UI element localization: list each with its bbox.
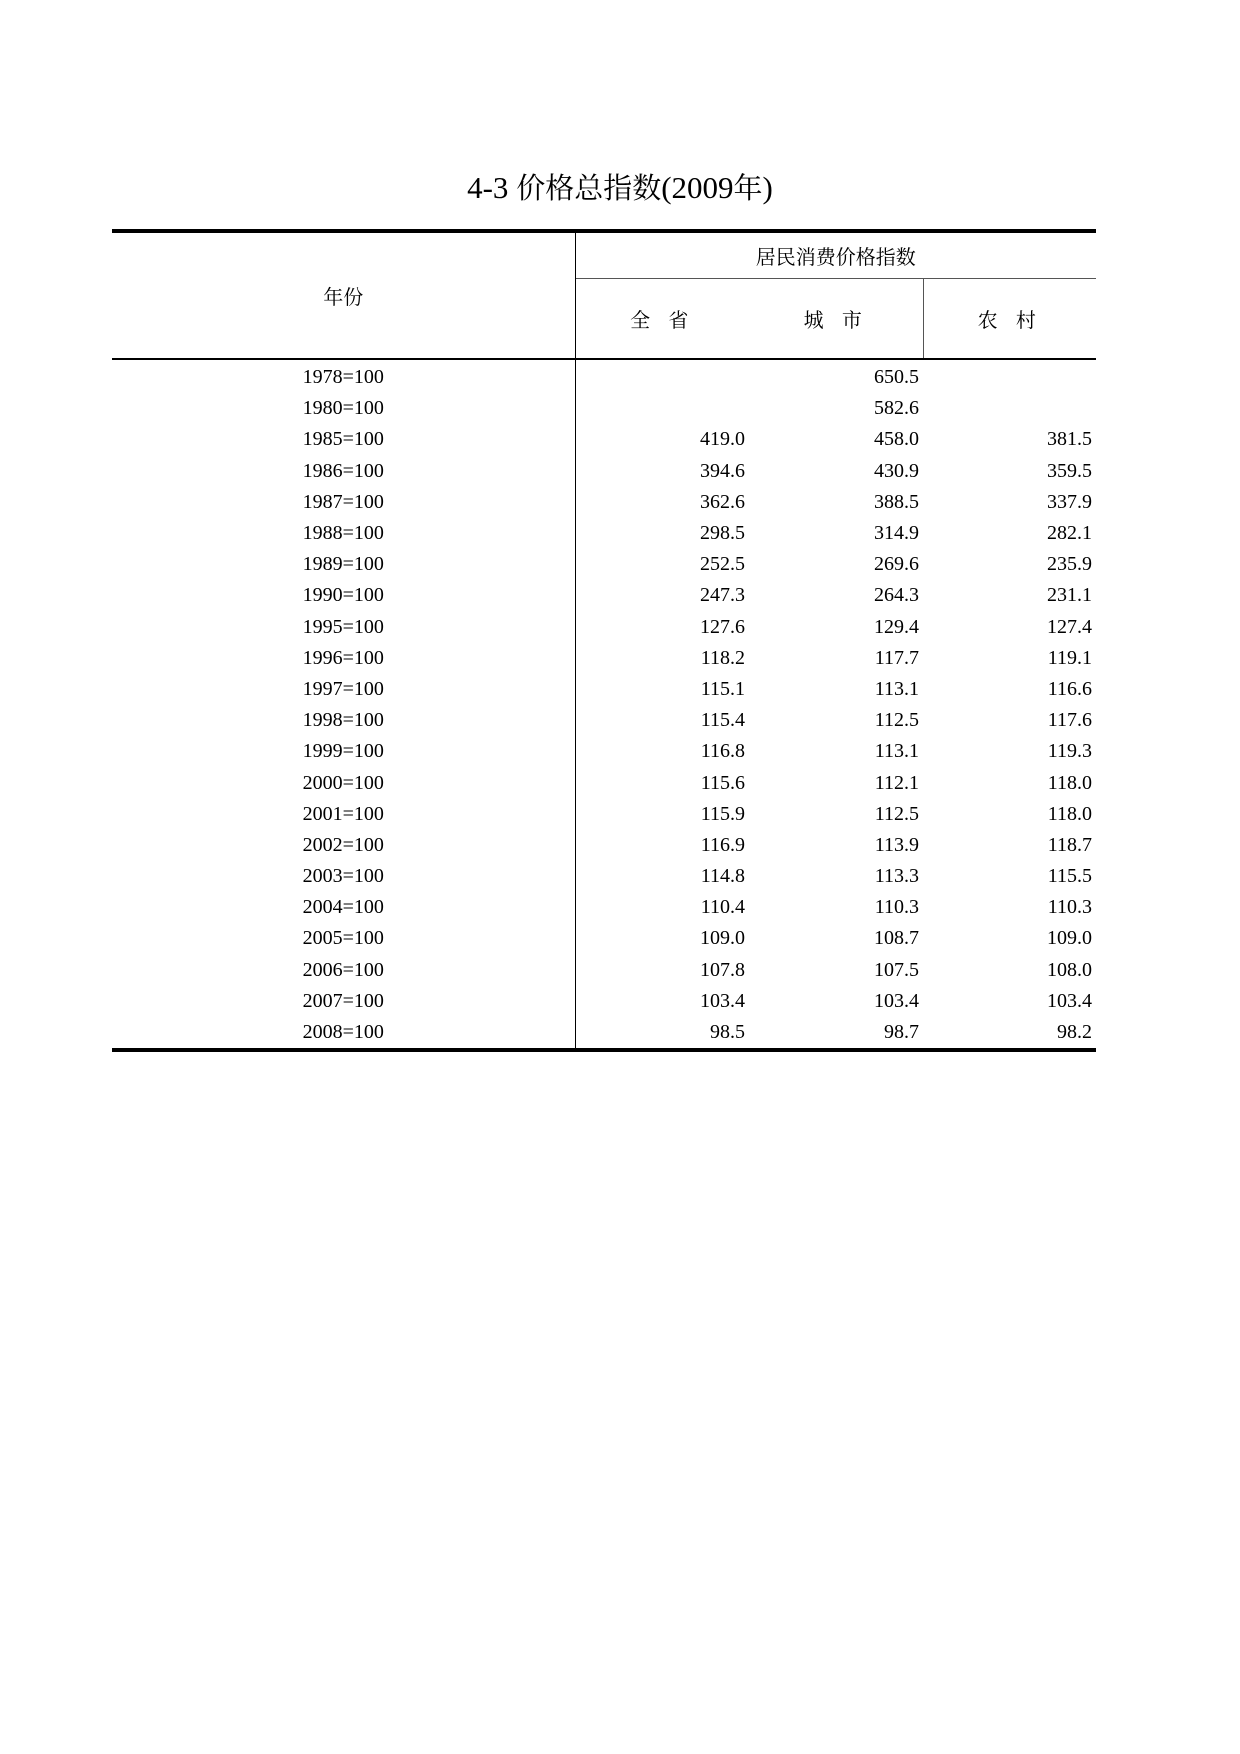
city-cell: 110.3 — [874, 896, 919, 919]
title-year: (2009 — [661, 170, 734, 205]
city-cell: 98.7 — [749, 1017, 923, 1050]
year-cell: 2001=100 — [112, 799, 575, 830]
year-cell: 1978=100 — [112, 359, 575, 393]
province-cell: 298.5 — [700, 522, 745, 545]
rural-cell: 109.0 — [1047, 927, 1092, 950]
rural-cell: 359.5 — [1047, 459, 1092, 482]
province-cell: 115.4 — [700, 709, 745, 732]
province-cell: 110.4 — [700, 896, 745, 919]
table-row — [112, 612, 1096, 643]
city-column-header: 城 市 — [749, 278, 923, 359]
rural-cell: 118.0 — [1047, 802, 1092, 825]
rural-cell: 235.9 — [1047, 553, 1092, 576]
city-cell: 113.3 — [874, 865, 919, 888]
city-cell: 388.5 — [874, 490, 919, 513]
title-year-cjk: 年 — [733, 171, 763, 205]
rural-cell: 127.4 — [1047, 615, 1092, 638]
year-cell: 1985=100 — [112, 424, 575, 455]
city-cell: 582.6 — [874, 397, 919, 420]
table-row — [112, 705, 1096, 736]
table-row — [112, 518, 1096, 549]
year-cell: 2002=100 — [112, 830, 575, 861]
province-cell: 118.2 — [700, 646, 745, 669]
year-cell: 2008=100 — [112, 1017, 575, 1050]
title-close: ) — [762, 170, 773, 205]
province-cell: 107.8 — [700, 958, 745, 981]
year-cell: 1995=100 — [112, 612, 575, 643]
province-cell: 116.8 — [700, 740, 745, 763]
year-cell: 1997=100 — [112, 674, 575, 705]
rural-cell: 103.4 — [1047, 989, 1092, 1012]
year-cell: 2000=100 — [112, 767, 575, 798]
rural-cell: 337.9 — [1047, 490, 1092, 513]
year-cell: 1999=100 — [112, 736, 575, 767]
city-cell: 117.7 — [874, 646, 919, 669]
table-row — [112, 674, 1096, 705]
province-cell: 115.6 — [700, 771, 745, 794]
table-row — [112, 861, 1096, 892]
table-row — [112, 767, 1096, 798]
table-row — [112, 393, 1096, 424]
city-cell: 113.1 — [874, 677, 919, 700]
year-column-header: 年份 — [112, 231, 575, 359]
table-row — [112, 830, 1096, 861]
rural-cell — [923, 393, 1096, 424]
province-cell: 115.9 — [700, 802, 745, 825]
table-body — [112, 359, 1096, 1050]
rural-cell: 98.2 — [923, 1017, 1096, 1050]
table-row — [112, 923, 1096, 954]
province-cell: 394.6 — [700, 459, 745, 482]
rural-column-header: 农 村 — [923, 278, 1096, 359]
city-cell: 129.4 — [874, 615, 919, 638]
table-row — [112, 643, 1096, 674]
year-cell: 1986=100 — [112, 456, 575, 487]
year-cell: 2006=100 — [112, 955, 575, 986]
year-cell: 1998=100 — [112, 705, 575, 736]
city-cell: 113.9 — [874, 833, 919, 856]
province-cell: 114.8 — [700, 865, 745, 888]
table-row — [112, 1017, 1096, 1050]
rural-cell: 108.0 — [1047, 958, 1092, 981]
rural-cell: 282.1 — [1047, 522, 1092, 545]
page-title — [0, 168, 1240, 208]
city-cell: 112.5 — [874, 802, 919, 825]
year-cell: 1980=100 — [112, 393, 575, 424]
title-prefix: 4-3 — [467, 170, 517, 205]
rural-cell: 231.1 — [1047, 584, 1092, 607]
province-cell: 252.5 — [700, 553, 745, 576]
province-cell: 109.0 — [700, 927, 745, 950]
year-cell: 1989=100 — [112, 549, 575, 580]
table-row — [112, 456, 1096, 487]
city-cell: 107.5 — [874, 958, 919, 981]
city-cell: 113.1 — [874, 740, 919, 763]
year-cell: 1996=100 — [112, 643, 575, 674]
rural-cell: 118.7 — [1047, 833, 1092, 856]
table-row — [112, 736, 1096, 767]
rural-cell: 119.1 — [1047, 646, 1092, 669]
table-row — [112, 549, 1096, 580]
city-cell: 430.9 — [874, 459, 919, 482]
rural-cell: 110.3 — [1047, 896, 1092, 919]
rural-cell: 118.0 — [1047, 771, 1092, 794]
year-cell: 2003=100 — [112, 861, 575, 892]
table-row — [112, 359, 1096, 393]
province-cell: 362.6 — [700, 490, 745, 513]
province-cell: 116.9 — [700, 833, 745, 856]
province-cell: 98.5 — [575, 1017, 749, 1050]
rural-cell — [923, 359, 1096, 393]
price-index-table — [112, 229, 1096, 1052]
city-cell: 314.9 — [874, 522, 919, 545]
cpi-group-header: 居民消费价格指数 — [575, 231, 1096, 278]
province-cell: 115.1 — [700, 677, 745, 700]
year-cell: 2007=100 — [112, 986, 575, 1017]
year-cell: 2004=100 — [112, 892, 575, 923]
rural-cell: 115.5 — [1047, 865, 1092, 888]
rural-cell: 119.3 — [1047, 740, 1092, 763]
province-cell — [575, 359, 749, 393]
city-cell: 112.1 — [874, 771, 919, 794]
year-cell: 2005=100 — [112, 923, 575, 954]
city-cell: 458.0 — [874, 428, 919, 451]
province-cell: 127.6 — [700, 615, 745, 638]
table-row — [112, 424, 1096, 455]
city-cell: 108.7 — [874, 927, 919, 950]
table-row — [112, 487, 1096, 518]
table-row — [112, 580, 1096, 611]
year-cell: 1987=100 — [112, 487, 575, 518]
table-row — [112, 799, 1096, 830]
province-cell: 103.4 — [700, 989, 745, 1012]
city-cell: 264.3 — [874, 584, 919, 607]
rural-cell: 381.5 — [1047, 428, 1092, 451]
province-cell — [575, 393, 749, 424]
city-cell: 269.6 — [874, 553, 919, 576]
city-cell: 112.5 — [874, 709, 919, 732]
province-cell: 247.3 — [700, 584, 745, 607]
province-cell: 419.0 — [700, 428, 745, 451]
title-name: 价格总指数 — [516, 171, 662, 205]
city-cell: 103.4 — [874, 989, 919, 1012]
year-cell: 1990=100 — [112, 580, 575, 611]
city-cell: 650.5 — [874, 366, 919, 389]
table-row — [112, 955, 1096, 986]
rural-cell: 117.6 — [1047, 709, 1092, 732]
year-cell: 1988=100 — [112, 518, 575, 549]
rural-cell: 116.6 — [1047, 677, 1092, 700]
table-row — [112, 986, 1096, 1017]
province-column-header: 全 省 — [575, 278, 749, 359]
table-row — [112, 892, 1096, 923]
